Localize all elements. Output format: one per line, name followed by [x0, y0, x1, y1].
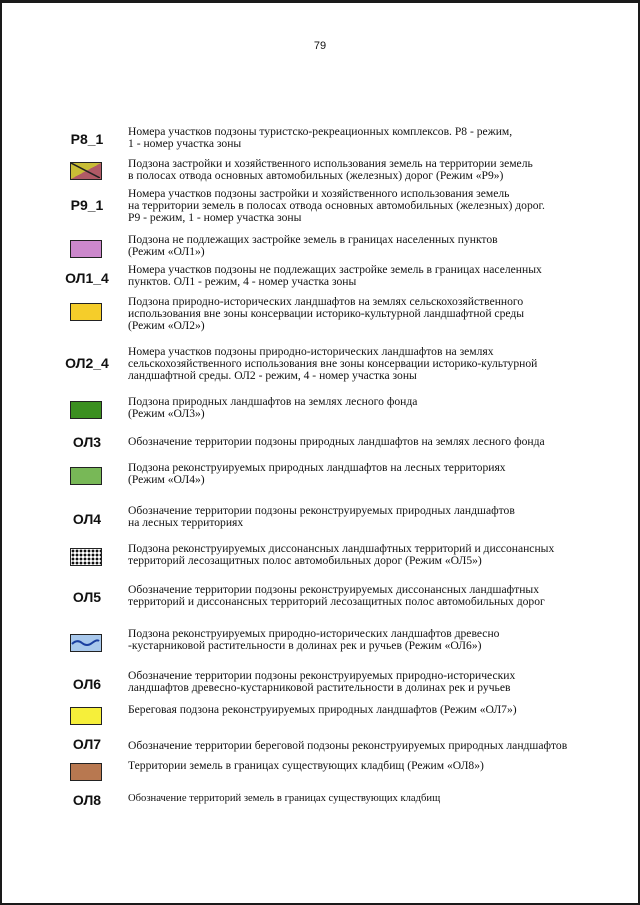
legend-code: ОЛ4: [72, 511, 102, 527]
legend-description: Обозначение территории подзоны реконструируемых диссонансных ландшафтных территорий и диссонансных территорий лесозащитных полос автомобильных дорог: [128, 583, 545, 608]
hatch-swatch: [70, 548, 102, 566]
color-swatch: [70, 240, 102, 258]
legend-description: Номера участков подзоны природно-исторических ландшафтов на землях сельскохозяйственного использования вне зоны консервации историко-культурной ландшафтной среды. ОЛ2 - режим, 4 - номер участка зоны: [128, 345, 538, 382]
diagonal-swatch: [70, 162, 102, 180]
legend-description: Подзона природно-исторических ландшафтов на землях сельскохозяйственного использования вне зоны консервации историко-культурной ландшафтной среды (Режим «ОЛ2»): [128, 295, 525, 332]
legend-description: Номера участков подзоны туристско-рекреационных комплексов. P8 - режим, 1 - номер участка зоны: [128, 125, 513, 150]
legend-description: Номера участков подзоны застройки и хозяйственного использования земель на территории земель в полосах отвода основных автомобильных (железных) дорог. P9 - режим, 1 - номер участка зоны: [128, 187, 545, 224]
legend-description: Обозначение территорий земель в границах существующих кладбищ: [128, 793, 441, 804]
legend-code: ОЛ3: [72, 434, 102, 450]
legend-description: Обозначение территории подзоны природных ландшафтов на землях лесного фонда: [128, 435, 545, 448]
color-swatch: [70, 707, 102, 725]
legend-description: Подзона не подлежащих застройке земель в границах населенных пунктов (Режим «ОЛ1»): [128, 233, 498, 258]
legend-code: P9_1: [70, 197, 104, 213]
legend-description: Подзона реконструируемых диссонансных ландшафтных территорий и диссонансных территорий лесозащитных полос автомобильных дорог (Режим «ОЛ5»): [128, 542, 555, 567]
color-swatch: [70, 467, 102, 485]
page-number: 79: [313, 40, 327, 52]
legend-code: ОЛ2_4: [65, 355, 109, 371]
legend-description: Номера участков подзоны не подлежащих застройке земель в границах населенных пунктов. ОЛ1 - режим, 4 - номер участка зоны: [128, 263, 542, 288]
wave-swatch: [70, 634, 102, 652]
legend-description: Обозначение территории подзоны реконструируемых природных ландшафтов на лесных территориях: [128, 504, 515, 529]
legend-description: Обозначение территории береговой подзоны реконструируемых природных ландшафтов: [128, 739, 568, 752]
legend-code: ОЛ5: [72, 589, 102, 605]
legend-description: Подзона реконструируемых природных ландшафтов на лесных территориях (Режим «ОЛ4»): [128, 461, 506, 486]
legend-code: ОЛ7: [72, 736, 102, 752]
legend-code: ОЛ1_4: [65, 270, 109, 286]
legend-description: Береговая подзона реконструируемых природных ландшафтов (Режим «ОЛ7»): [128, 703, 517, 716]
legend-description: Подзона застройки и хозяйственного использования земель на территории земель в полосах отвода основных автомобильных (железных) дорог (Режим «P9»): [128, 157, 533, 182]
legend-code: ОЛ6: [72, 676, 102, 692]
legend-description: Подзона реконструируемых природно-исторических ландшафтов древесно -кустарниковой растительности в долинах рек и ручьев (Режим «ОЛ6»): [128, 627, 500, 652]
color-swatch: [70, 303, 102, 321]
legend-code: ОЛ8: [72, 792, 102, 808]
color-swatch: [70, 763, 102, 781]
wave-icon: [72, 640, 99, 645]
legend-description: Территории земель в границах существующих кладбищ (Режим «ОЛ8»): [128, 759, 484, 772]
legend-description: Подзона природных ландшафтов на землях лесного фонда (Режим «ОЛ3»): [128, 395, 418, 420]
legend-description: Обозначение территории подзоны реконструируемых природно-исторических ландшафтов древесно-кустарниковой растительности в долинах рек и ручьев: [128, 669, 516, 694]
color-swatch: [70, 401, 102, 419]
legend-code: P8_1: [70, 131, 104, 147]
